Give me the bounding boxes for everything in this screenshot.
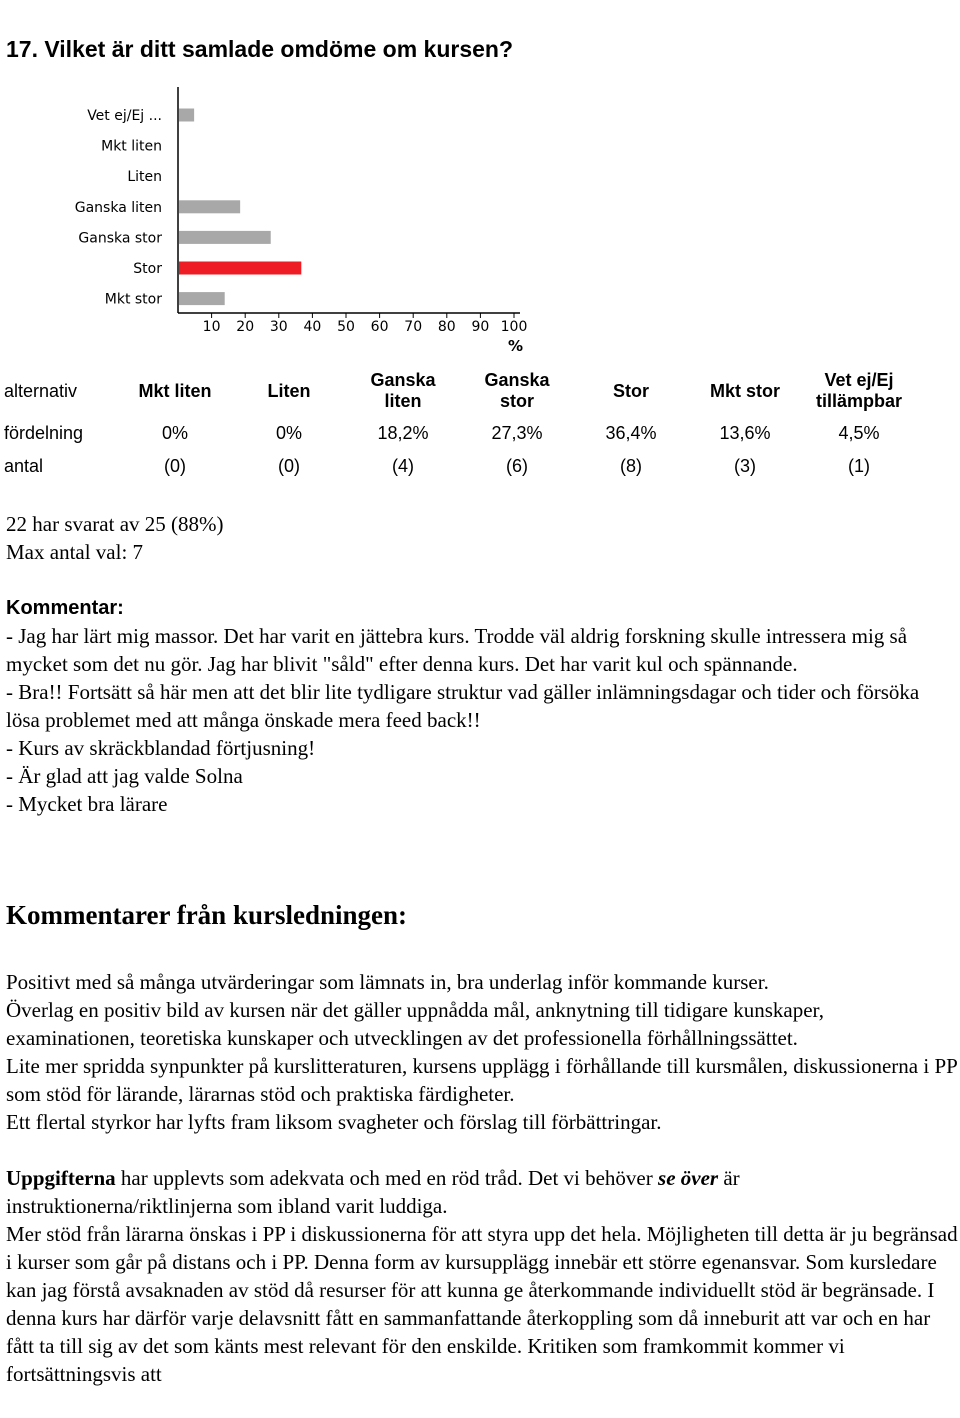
bar [179,292,225,305]
header-alternativ: alternativ [4,380,78,401]
category-label: Liten [127,169,162,186]
distribution-table [0,364,916,484]
kursledning-paragraph: Positivt med så många utvärderingar som lämnats in, bra underlag inför kommande kurser. [6,970,769,994]
comment-item: - Mycket bra lärare [6,792,168,816]
antal-cell: (0) [164,455,186,476]
kursledning-heading: Kommentarer från kursledningen: [6,900,407,930]
x-tick-label: 80 [437,319,456,335]
fordelning-cell: 4,5% [838,422,880,443]
kursledning-paragraph [6,1164,958,1220]
se-over-emphasis: se över [658,1166,719,1190]
kursledning-body [6,968,958,1388]
question-title: 17. Vilket är ditt samlade omdöme om kursen? [6,36,514,62]
comment-item: - Är glad att jag valde Solna [6,764,243,788]
p5-part-b: är instruktionerna/riktlinjerna som ibland varit luddiga. [6,1166,740,1218]
category-label: Mkt liten [101,138,162,155]
bar [179,231,271,244]
category-label: Ganska liten [74,199,162,216]
header-ganska-liten-text: Ganska liten [370,370,436,411]
header-stor: Stor [613,380,649,401]
bar [179,109,194,122]
header-ganska-liten [346,364,460,418]
x-tick-label: 20 [236,319,255,335]
x-tick-label: 10 [202,319,221,335]
row-label-antal: antal [4,455,44,476]
header-ganska-stor [460,364,574,418]
x-tick-label: 70 [404,319,423,335]
antal-cell: (4) [392,455,414,476]
bar [179,262,301,275]
category-label: Ganska stor [78,230,162,247]
comment-item: - Bra!! Fortsätt så här men att det blir lite tydligare struktur vad gäller inlämningsdagar och tider och försöka lösa problemet med att många önskade mera feed back!! [6,680,920,732]
x-tick-label: 100 [500,319,528,335]
kursledning-paragraph: Ett flertal styrkor har lyfts fram liksom svagheter och förslag till förbättringar. [6,1110,662,1134]
header-mkt-stor: Mkt stor [709,380,780,401]
fordelning-cell: 0% [275,422,302,443]
x-tick-label: 40 [303,319,322,335]
comments-section [6,594,956,818]
header-liten: Liten [267,380,311,401]
antal-cell: (8) [620,455,642,476]
fordelning-cell: 27,3% [491,422,543,443]
x-tick-label: 60 [370,319,389,335]
x-tick-label: 90 [471,319,490,335]
fordelning-cell: 13,6% [719,422,771,443]
comment-item: - Jag har lärt mig massor. Det har varit en jättebra kurs. Trodde väl aldrig forskning skulle intressera mig så mycket som det nu gör. Jag har blivit "såld" efter denna kurs. Det har varit kul och spännande. [6,624,908,676]
x-tick-label: 50 [337,319,355,335]
x-axis-label: % [508,337,524,355]
header-vet-ej [802,364,916,418]
kursledning-paragraph: Lite mer spridda synpunkter på kurslitteraturen, kursens upplägg i förhållande till kursmålen, diskussionerna i PP som stöd för lärande, lärarnas stöd och praktiska färdigheter. [6,1054,958,1106]
antal-cell: (6) [506,455,528,476]
p5-part-a: har upplevts som adekvata och med en röd tråd. Det vi behöver [115,1166,659,1190]
bar-chart [0,75,560,360]
category-label: Stor [133,261,162,277]
x-tick-label: 30 [269,319,288,335]
antal-cell: (3) [734,455,756,476]
header-ganska-stor-text: Ganska stor [484,370,550,411]
max-val-text: Max antal val: 7 [6,540,144,564]
category-label: Mkt stor [104,291,162,308]
comment-item: - Kurs av skräckblandad förtjusning! [6,736,316,760]
kursledning-paragraph: Överlag en positiv bild av kursen när det gäller uppnådda mål, anknytning till tidigare kunskaper, examinationen, teoretiska kunskaper och utvecklingen av det professionella förhållningssättet. [6,998,824,1050]
uppgifterna-bold: Uppgifterna [6,1166,116,1190]
fordelning-cell: 0% [161,422,188,443]
kursledning-paragraph: Mer stöd från lärarna önskas i PP i diskussionerna för att styra upp det hela. Möjligheten till detta är ju begränsad i kurser som går på distans och i PP. Denna form av kursupplägg innebär ett större egenansvar. Som kursledare kan jag förstå avsaknaden av stöd då resurser för att kunna ge återkommande individuellt stöd är begränsade. I denna kurs har därför varje delavsnitt fått en sammanfattande återkoppling som då inneburit att var och en har fått ta till sig av det som känts mest relevant för den enskilde. Kritiken som framkommit kommer vi fortsättningsvis att [6,1222,958,1386]
category-label: Vet ej/Ej ... [87,108,162,124]
response-meta [6,510,224,566]
fordelning-cell: 18,2% [377,422,429,443]
header-vet-ej-text: Vet ej/Ej tillämpbar [815,370,903,411]
svarat-text: 22 har svarat av 25 (88%) [6,512,224,536]
header-mkt-liten: Mkt liten [138,380,212,401]
comments-label: Kommentar: [6,597,124,619]
row-label-fordelning: fördelning [4,422,84,443]
antal-cell: (0) [278,455,300,476]
bar [179,200,240,213]
antal-cell: (1) [848,455,870,476]
fordelning-cell: 36,4% [605,422,657,443]
